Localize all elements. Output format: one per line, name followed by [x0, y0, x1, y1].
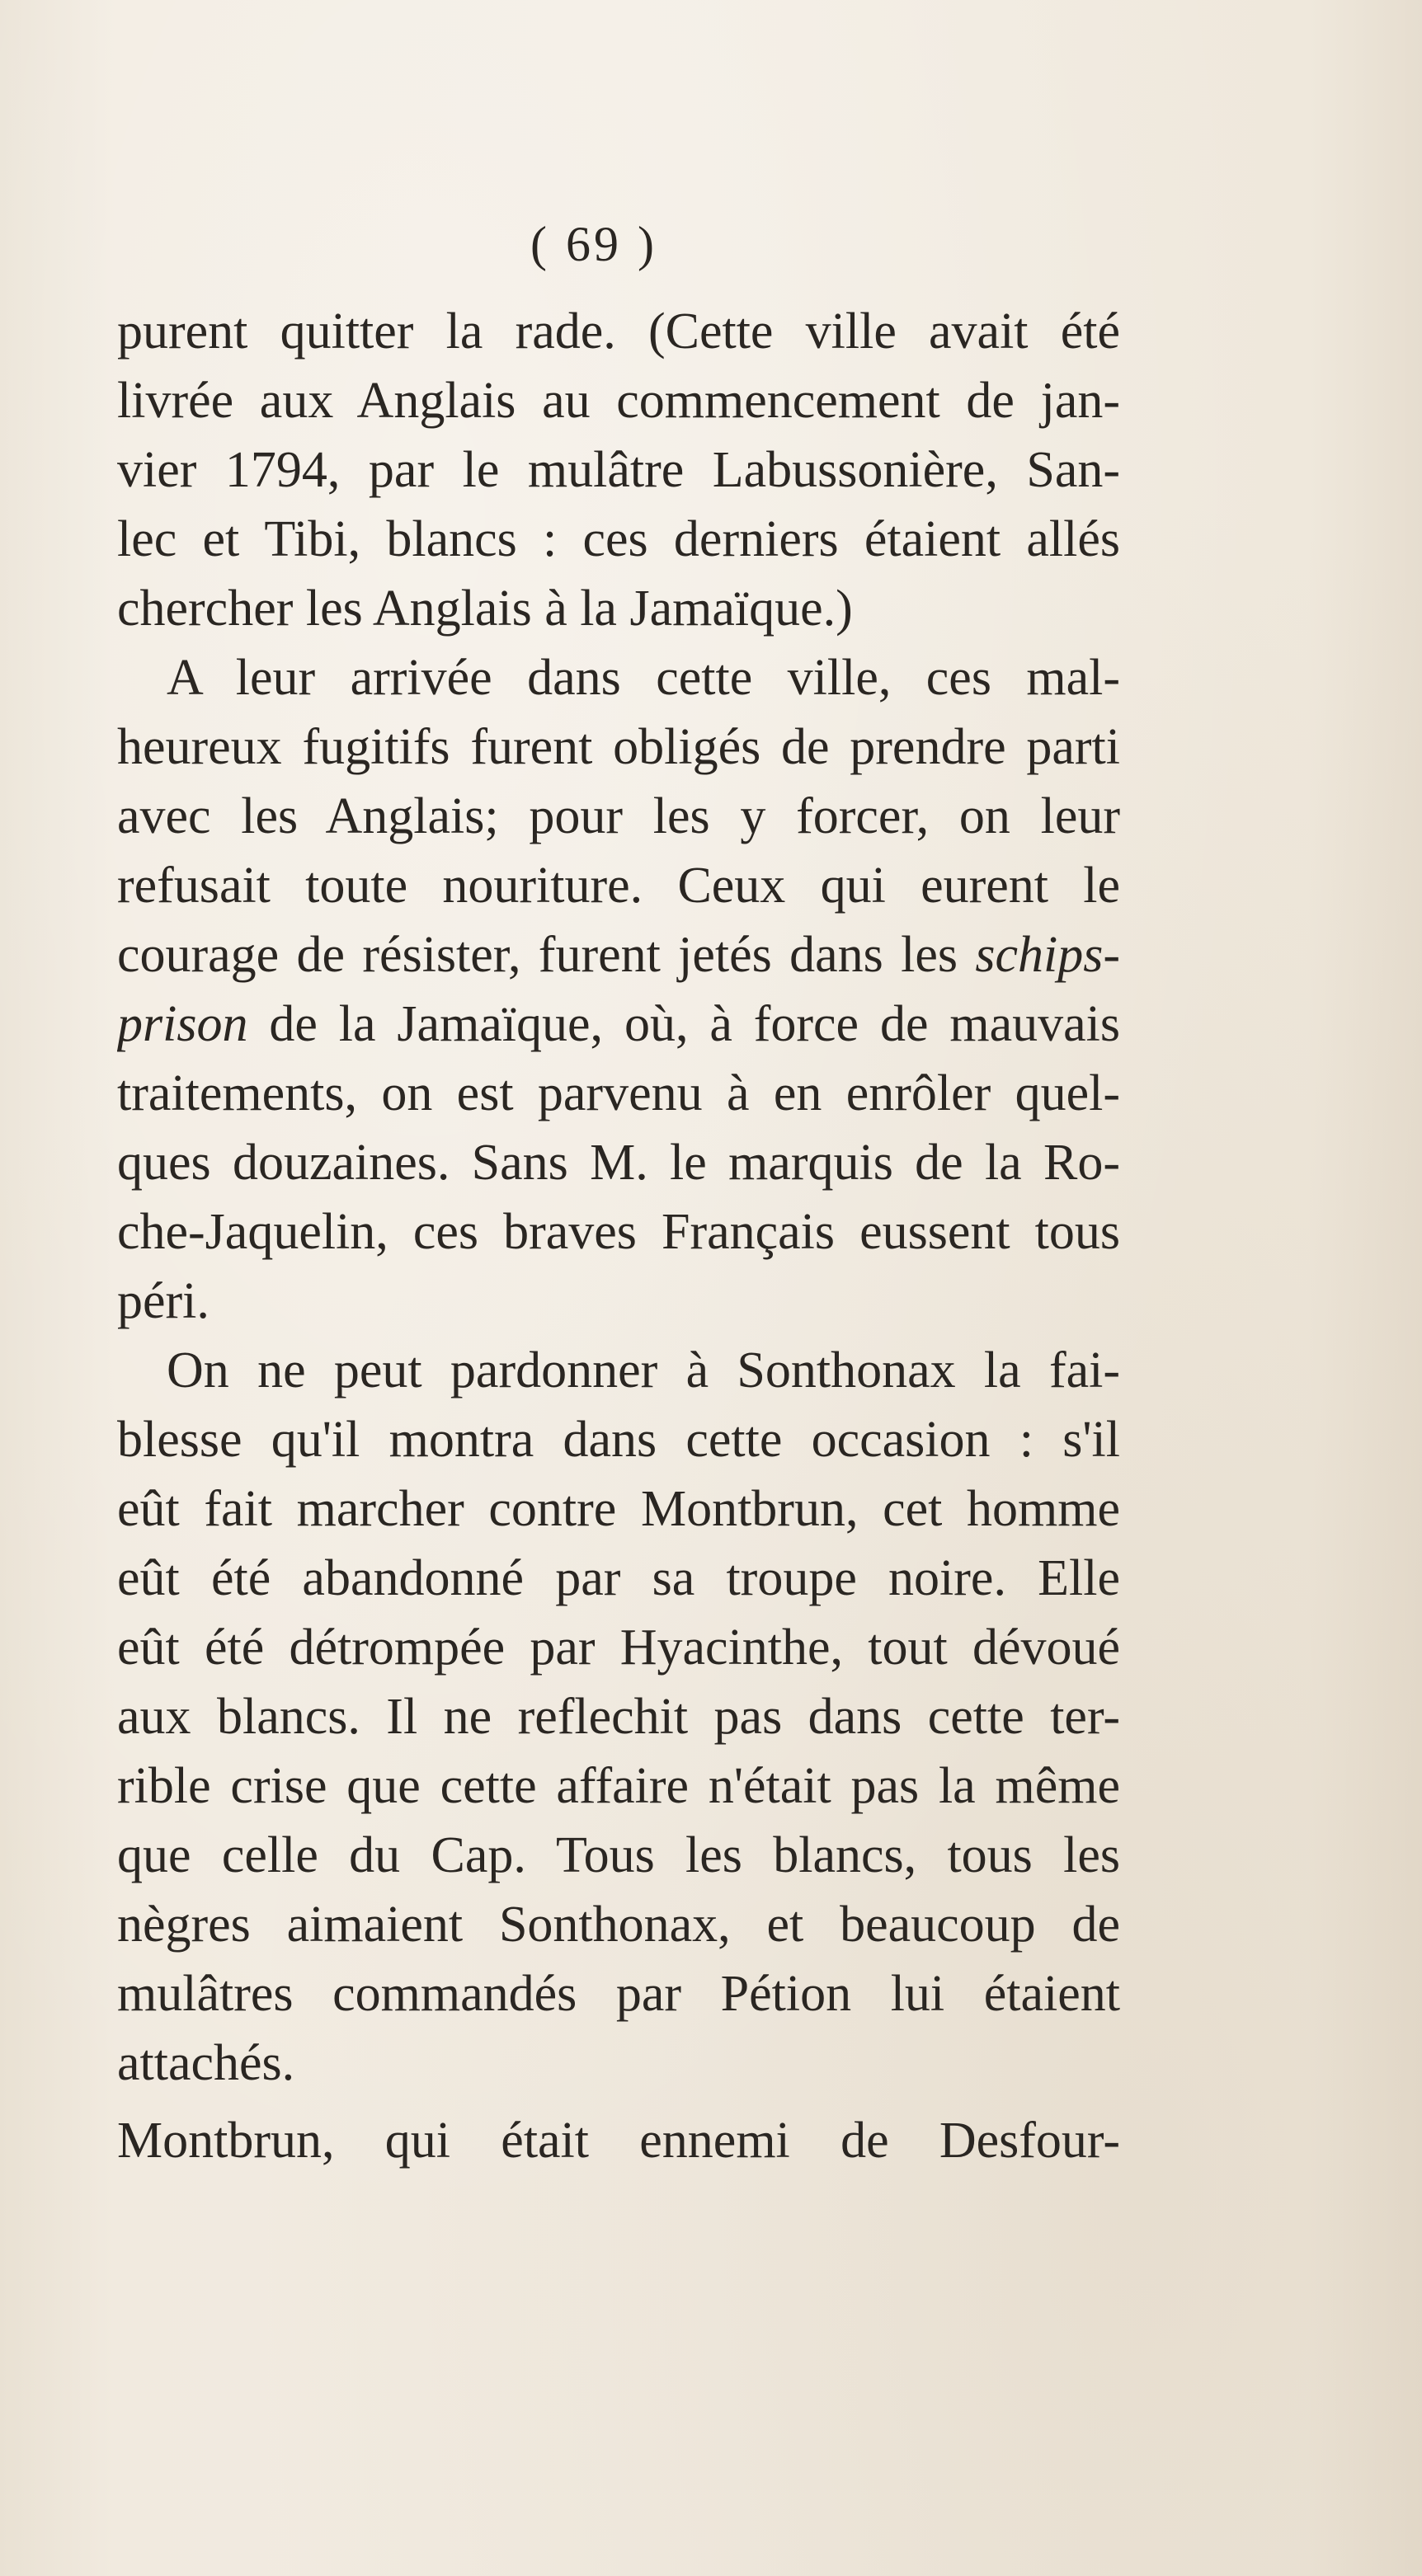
text-line-with-italic [117, 920, 1120, 990]
text-line: livrée aux Anglais au commencement de jan- [117, 373, 1120, 429]
paragraph-start-line: On ne peut pardonner à Sonthonax la fai- [167, 1342, 1120, 1398]
text-line: traitements, on est parvenu à en enrôler quel- [117, 1065, 1120, 1121]
text-segment: courage de résister, furent jetés dans les [117, 927, 976, 983]
text-line: ques douzaines. Sans M. le marquis de la Ro- [117, 1135, 1120, 1191]
text-block [117, 297, 1120, 2175]
text-line: eût été détrompée par Hyacinthe, tout dévoué [117, 1619, 1120, 1676]
text-line: purent quitter la rade. (Cette ville avait été [117, 303, 1120, 360]
text-segment: de la Jamaïque, où, à force de mauvais [247, 996, 1120, 1052]
text-line: péri. [117, 1273, 210, 1329]
text-line: rible crise que cette affaire n'était pas la même [117, 1758, 1120, 1814]
text-line: blesse qu'il montra dans cette occasion : s'il [117, 1412, 1120, 1468]
text-line: aux blancs. Il ne reflechit pas dans cette ter- [117, 1689, 1120, 1745]
paragraph-start-line: A leur arrivée dans cette ville, ces mal- [167, 650, 1120, 706]
text-line-with-italic [117, 990, 1120, 1059]
page-number: ( 69 ) [530, 217, 657, 271]
text-line: avec les Anglais; pour les y forcer, on leur [117, 788, 1120, 844]
italic-word: prison [117, 996, 248, 1052]
text-line: refusait toute nouriture. Ceux qui eurent le [117, 858, 1120, 914]
italic-word: schips- [975, 927, 1120, 983]
text-line: que celle du Cap. Tous les blancs, tous les [117, 1827, 1120, 1883]
text-line: nègres aimaient Sonthonax, et beaucoup de [117, 1897, 1120, 1953]
text-line: eût été abandonné par sa troupe noire. Elle [117, 1550, 1120, 1606]
text-line: lec et Tibi, blancs : ces derniers étaient allés [117, 511, 1120, 567]
text-line: heureux fugitifs furent obligés de prendre parti [117, 719, 1120, 775]
text-line: eût fait marcher contre Montbrun, cet homme [117, 1481, 1120, 1537]
text-line: vier 1794, par le mulâtre Labussonière, San- [117, 442, 1120, 498]
text-line: mulâtres commandés par Pétion lui étaient [117, 1966, 1120, 2022]
paragraph-start-line: Montbrun, qui était ennemi de Desfour- [117, 2113, 1120, 2169]
text-line: chercher les Anglais à la Jamaïque.) [117, 581, 853, 637]
text-line: attachés. [117, 2035, 295, 2091]
text-line: che-Jaquelin, ces braves Français eussent tous [117, 1204, 1120, 1260]
